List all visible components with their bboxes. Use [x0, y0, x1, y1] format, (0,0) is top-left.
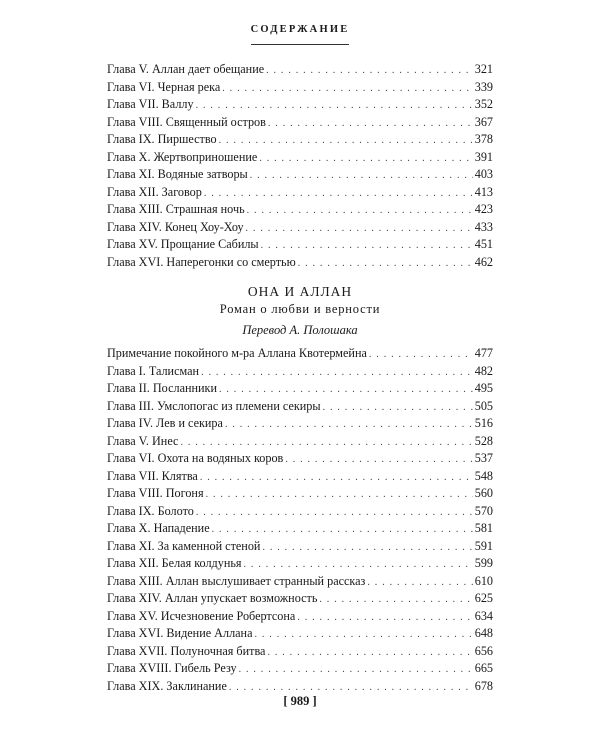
toc-entry	[107, 573, 493, 591]
toc-entry-page: 339	[474, 79, 493, 94]
toc-entry-title: Глава IX. Пиршество	[107, 132, 217, 146]
dot-leader	[323, 399, 473, 417]
dot-leader	[262, 539, 472, 557]
toc-entry-page: 352	[474, 97, 493, 111]
toc-entry-title: Глава I. Талисман	[107, 363, 200, 378]
dot-leader	[255, 626, 473, 644]
toc-entry-page: 560	[474, 486, 493, 500]
dot-leader	[206, 486, 473, 504]
toc-entry-title: Глава XV. Исчезновение Робертсона	[107, 608, 296, 623]
dot-leader	[266, 62, 473, 80]
toc-entry	[107, 254, 493, 272]
toc-entry-page: 634	[474, 608, 493, 623]
toc-entry-page: 495	[474, 381, 493, 395]
dot-leader	[196, 97, 473, 115]
toc-entry-title: Глава XIII. Аллан выслушивает странный рассказ	[107, 573, 366, 588]
toc-entry-page: 477	[474, 346, 493, 360]
toc-entry-page: 591	[474, 538, 493, 553]
dot-leader	[225, 416, 473, 434]
toc-entry-title: Глава X. Нападение	[107, 521, 210, 535]
toc-entry-page: 433	[474, 219, 493, 234]
dot-leader	[212, 521, 473, 539]
toc-entry	[107, 149, 493, 167]
toc-entry-page: 391	[474, 149, 493, 164]
toc-entry-page: 537	[474, 451, 493, 465]
toc-entry-title: Глава XIII. Страшная ночь	[107, 202, 245, 216]
dot-leader	[244, 556, 473, 574]
toc-list-part1	[107, 61, 493, 271]
section-subtitle: Роман о любви и верности	[219, 302, 381, 316]
dot-leader	[298, 255, 473, 273]
toc-entry-title: Глава XVI. Видение Аллана	[107, 626, 253, 640]
toc-entry	[107, 643, 493, 661]
toc-entry-page: 403	[474, 167, 493, 181]
dot-leader	[259, 150, 472, 168]
toc-entry	[107, 236, 493, 254]
toc-list-part2	[107, 345, 493, 695]
dot-leader	[250, 167, 473, 185]
toc-entry	[107, 219, 493, 237]
toc-entry-title: Глава XIV. Аллан упускает возможность	[107, 591, 318, 605]
toc-entry-title: Глава VI. Охота на водяных коров	[107, 451, 284, 465]
dot-leader	[247, 202, 473, 220]
toc-entry-title: Глава X. Жертвоприношение	[107, 149, 258, 164]
section-title: ОНА И АЛЛАН	[247, 284, 353, 299]
toc-entry	[107, 608, 493, 626]
toc-entry	[107, 538, 493, 556]
dot-leader	[204, 185, 473, 203]
dot-leader	[219, 381, 473, 399]
toc-entry-title: Глава III. Умслопогас из племени секиры	[107, 398, 321, 413]
toc-entry-page: 599	[474, 556, 493, 570]
section-translator: Перевод А. Полошака	[242, 323, 358, 337]
toc-entry	[107, 131, 493, 149]
toc-entry-page: 516	[474, 416, 493, 430]
toc-entry-title: Глава VI. Черная река	[107, 79, 221, 94]
dot-leader	[369, 346, 473, 364]
toc-entry	[107, 201, 493, 219]
dot-leader	[285, 451, 472, 469]
dot-leader	[246, 220, 473, 238]
toc-entry-title: Глава IX. Болото	[107, 503, 194, 518]
toc-entry	[107, 678, 493, 696]
toc-entry-title: Глава VIII. Священный остров	[107, 114, 266, 129]
toc-entry	[107, 345, 493, 363]
toc-entry-page: 656	[474, 643, 493, 658]
toc-entry-page: 462	[474, 254, 493, 269]
toc-entry-page: 625	[474, 591, 493, 605]
toc-entry-title: Глава VII. Клятва	[107, 468, 198, 483]
toc-entry-title: Примечание покойного м-ра Аллана Квотермейна	[107, 346, 367, 360]
toc-entry-page: 570	[474, 503, 493, 518]
toc-entry-title: Глава XI. За каменной стеной	[107, 538, 261, 553]
dot-leader	[180, 434, 472, 452]
toc-entry-page: 610	[474, 573, 493, 588]
toc-entry-title: Глава XVI. Наперегонки со смертью	[107, 254, 296, 269]
toc-entry-title: Глава XIV. Конец Хоу-Хоу	[107, 219, 244, 234]
toc-entry	[107, 450, 493, 468]
toc-entry	[107, 503, 493, 521]
toc-entry-page: 678	[474, 678, 493, 693]
toc-entry-page: 528	[474, 433, 493, 448]
toc-entry-title: Глава IV. Лев и секира	[107, 416, 223, 430]
toc-entry-page: 548	[474, 468, 493, 483]
toc-entry	[107, 433, 493, 451]
toc-entry-title: Глава XII. Заговор	[107, 184, 202, 199]
toc-entry	[107, 96, 493, 114]
toc-entry	[107, 79, 493, 97]
toc-entry-title: Глава V. Инес	[107, 433, 179, 448]
toc-entry-title: Глава VIII. Погоня	[107, 486, 204, 500]
toc-entry	[107, 114, 493, 132]
toc-entry-title: Глава XVII. Полуночная битва	[107, 643, 266, 658]
dot-leader	[297, 609, 472, 627]
toc-entry-page: 413	[474, 184, 493, 199]
toc-entry-page: 581	[474, 521, 493, 535]
toc-entry-title: Глава XVIII. Гибель Резу	[107, 661, 237, 675]
dot-leader	[219, 132, 473, 150]
dot-leader	[367, 574, 472, 592]
toc-entry	[107, 468, 493, 486]
toc-entry	[107, 398, 493, 416]
page-number: [ 989 ]	[283, 694, 317, 708]
toc-entry-page: 648	[474, 626, 493, 640]
dot-leader	[268, 115, 473, 133]
toc-entry-title: Глава V. Аллан дает обещание	[107, 62, 265, 76]
dot-leader	[239, 661, 473, 679]
dot-leader	[200, 469, 473, 487]
toc-entry	[107, 363, 493, 381]
toc-entry	[107, 660, 493, 678]
running-header: СОДЕРЖАНИЕ	[250, 24, 350, 35]
toc-entry-title: Глава II. Посланники	[107, 381, 217, 395]
toc-entry-page: 367	[474, 114, 493, 129]
toc-entry	[107, 555, 493, 573]
toc-entry-page: 423	[474, 202, 493, 216]
toc-entry	[107, 61, 493, 79]
toc-entry-title: Глава XIX. Заклинание	[107, 678, 227, 693]
toc-entry-title: Глава VII. Валлу	[107, 97, 194, 111]
toc-entry	[107, 590, 493, 608]
dot-leader	[319, 591, 472, 609]
toc-entry	[107, 166, 493, 184]
toc-entry-page: 505	[474, 398, 493, 413]
toc-entry	[107, 625, 493, 643]
toc-entry-page: 665	[474, 661, 493, 675]
toc-entry-page: 378	[474, 132, 493, 146]
dot-leader	[261, 237, 473, 255]
toc-entry-page: 451	[474, 237, 493, 251]
toc-entry-page: 321	[474, 62, 493, 76]
toc-entry	[107, 380, 493, 398]
toc-entry-title: Глава XV. Прощание Сабилы	[107, 237, 259, 251]
dot-leader	[196, 504, 473, 522]
toc-entry	[107, 184, 493, 202]
header-rule	[251, 44, 349, 45]
toc-entry	[107, 485, 493, 503]
toc-entry-title: Глава XII. Белая колдунья	[107, 556, 242, 570]
toc-entry-title: Глава XI. Водяные затворы	[107, 167, 248, 181]
toc-entry	[107, 415, 493, 433]
dot-leader	[222, 80, 472, 98]
dot-leader	[201, 364, 473, 382]
toc-entry	[107, 520, 493, 538]
dot-leader	[267, 644, 472, 662]
toc-entry-page: 482	[474, 363, 493, 378]
